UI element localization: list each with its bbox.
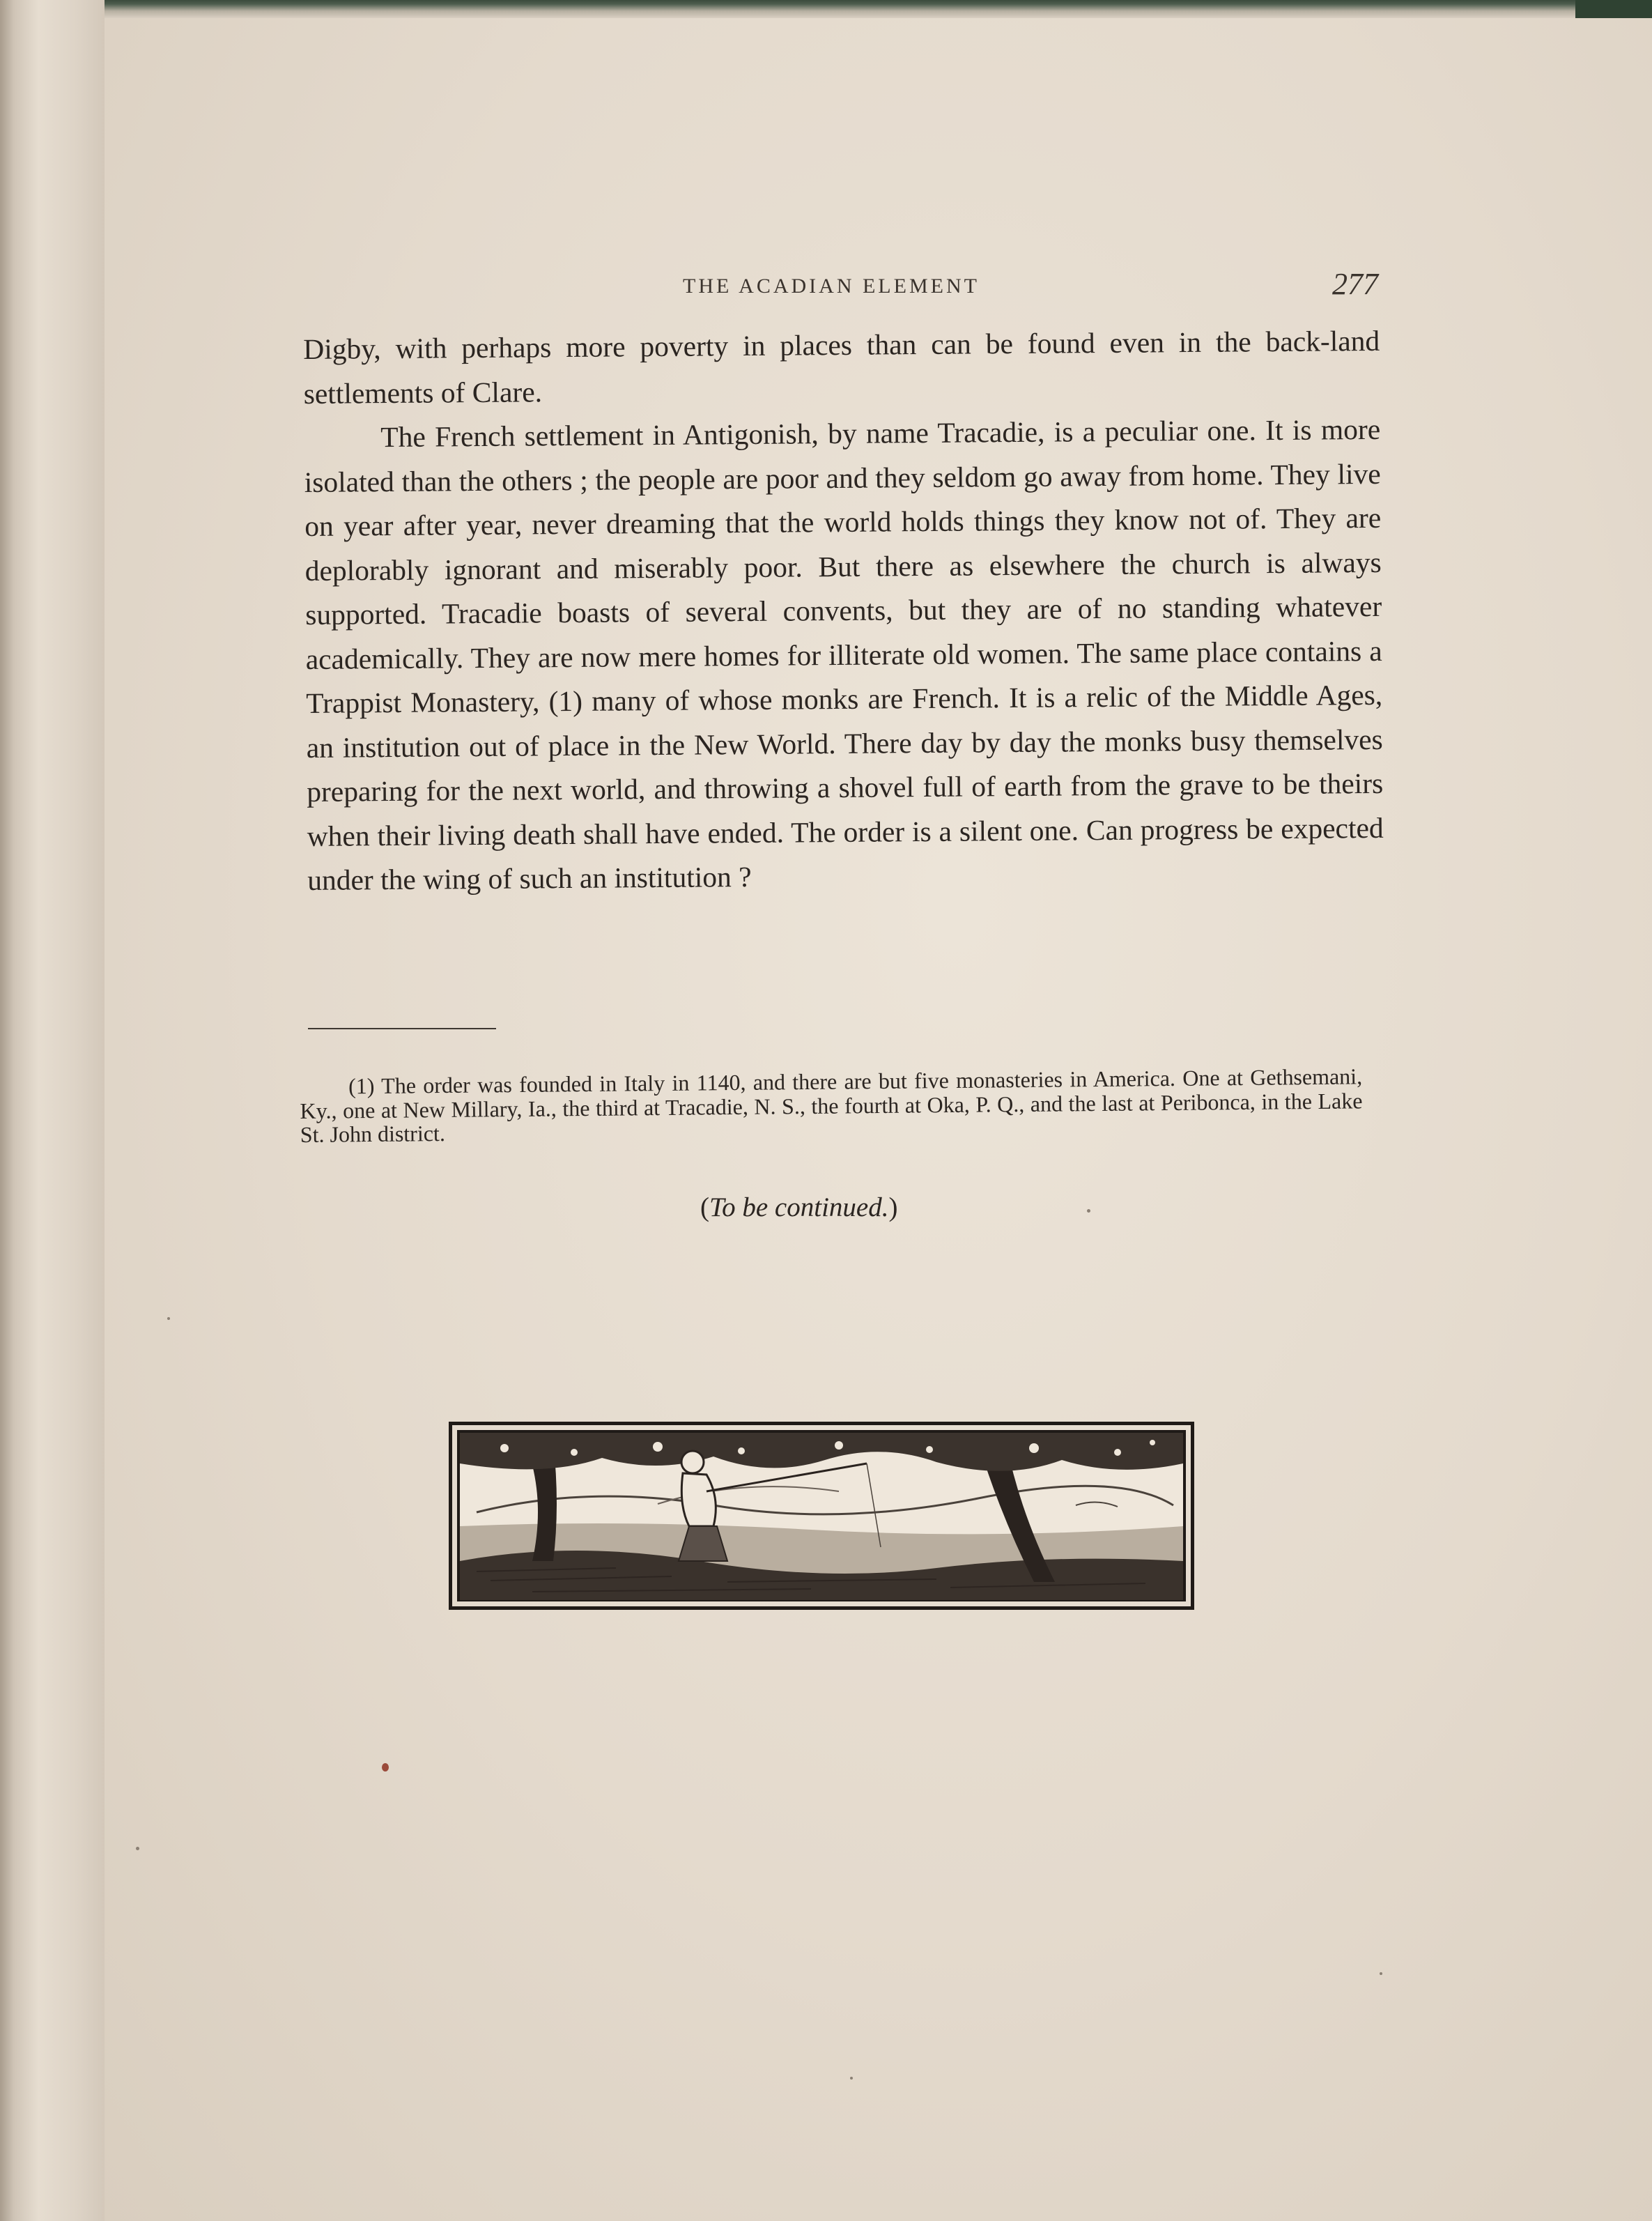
running-header	[307, 259, 1394, 301]
speck	[136, 1847, 139, 1850]
footnote: (1) The order was founded in Italy in 1140, and there are but five monasteries in America. One at Gethsemani, Ky., one at New Millary, Ia., the third at Tracadie, N. S., the fourth at Oka, P. Q., and the last at Peribonca, in the Lake St. John district.	[300, 1063, 1363, 1147]
running-title: THE ACADIAN ELEMENT	[683, 275, 980, 298]
paragraph: Digby, with perhaps more poverty in places than can be found even in the back-land settlements of Clare.	[303, 324, 1380, 410]
paren-close: )	[888, 1192, 898, 1222]
speck	[167, 1317, 170, 1320]
continued-text: To be continued.	[709, 1192, 889, 1222]
speck	[382, 1763, 389, 1772]
woodcut-angler-vignette-icon	[449, 1422, 1194, 1610]
page-number: 277	[1332, 267, 1378, 301]
body-text	[303, 319, 1384, 903]
speck	[850, 2077, 853, 2080]
page-left-edge	[0, 0, 105, 2221]
footnote-rule	[308, 1028, 496, 1029]
page-top-edge	[0, 0, 1652, 18]
paren-open: (	[700, 1192, 709, 1222]
speck	[1087, 1209, 1090, 1213]
to-be-continued	[700, 1192, 897, 1223]
paragraph: The French settlement in Antigonish, by name Tracadie, is a peculiar one. It is more isolated than the others ; the people are poor and they seldom go away from home. They live on year after year, never dreaming that the world holds things they know not of. They are deplorably ignorant and miserably poor. But there as elsewhere the church is always supported. Tracadie boasts of several convents, but they are of no standing whatever academically. They are now mere homes for illiterate old women. The same place contains a Trappist Monastery, (1) many of whose monks are French. It is a relic of the Middle Ages, an institution out of place in the New World. There day by day the monks busy themselves preparing for the next world, and throwing a shovel full of earth from the grave to be theirs when their living death shall have ended. The order is a silent one. Can progress be expected under the wing of such an institution ?	[304, 413, 1384, 896]
speck	[1380, 1972, 1382, 1975]
